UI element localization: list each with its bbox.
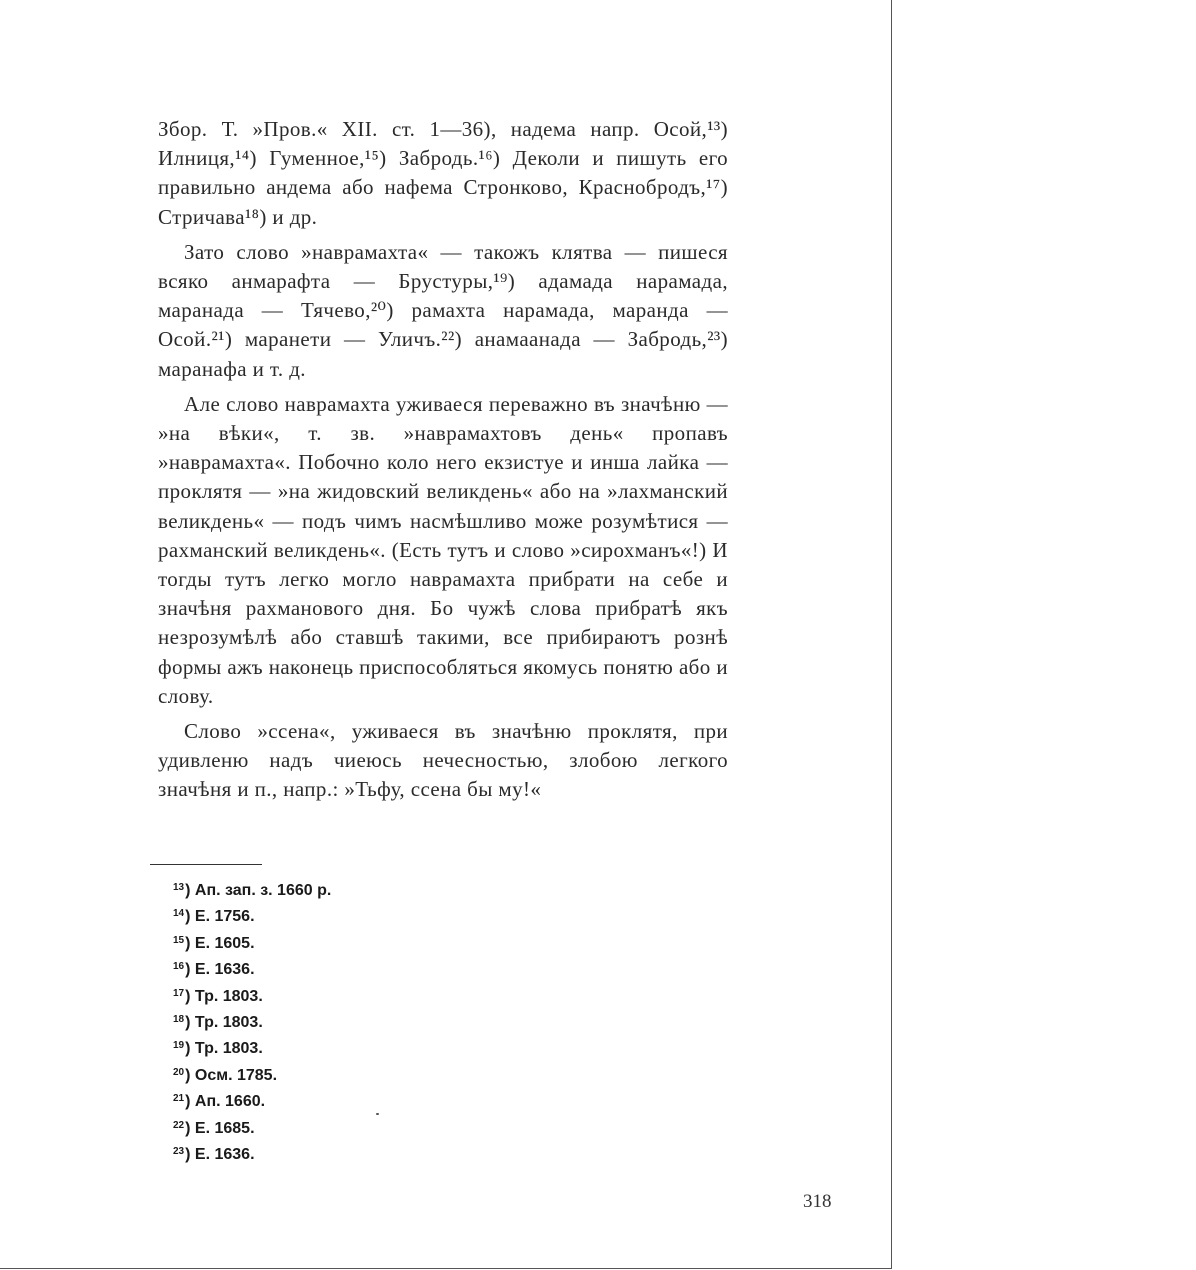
footnote-number: 21 (173, 1093, 185, 1105)
paragraph: Збор. Т. »Пров.« XII. ст. 1—36), надема напр. Осой,¹³) Илниця,¹⁴) Гуменное,¹⁵) Забродь.¹⁶) Деколи и пишуть его правильно андема або нафема Стронково, Краснобродъ,¹⁷) Стричава¹⁸) и др. (158, 117, 728, 229)
footnote-item: $^{18}$) Тр. 1803. (173, 1014, 263, 1032)
footnote-number: 15 (173, 934, 185, 946)
footnote-text: Е. 1756. (194, 908, 255, 926)
footnote-text: Осм. 1785. (194, 1066, 278, 1084)
footnote-number: 19 (173, 1040, 185, 1052)
footnote-item: $^{13}$) Ап. зап. з. 1660 р. (173, 882, 332, 899)
footnote-text: Тр. 1803. (194, 987, 263, 1005)
footnote-item: $^{19}$) Тр. 1803. (173, 1040, 263, 1058)
footnote-item: $^{22}$) Е. 1685. (173, 1119, 255, 1137)
footnote-text: Е. 1685. (194, 1119, 255, 1137)
footnotes (173, 876, 331, 1166)
footnote-text: Е. 1636. (194, 961, 255, 979)
footnote-divider (150, 864, 262, 865)
footnote-number: 14 (173, 908, 185, 920)
footnote-item: $^{23}$) Е. 1636. (173, 1146, 255, 1164)
footnote-number: 23 (173, 1146, 185, 1158)
page-number: 318 (803, 1191, 832, 1212)
footnote-text: Е. 1636. (194, 1146, 255, 1164)
footnote-item: $^{17}$) Тр. 1803. (173, 987, 263, 1005)
body-text (158, 115, 728, 811)
footnote-text: Тр. 1803. (194, 1014, 263, 1032)
footnote-text: Е. 1605. (194, 934, 255, 952)
footnote-number: 22 (173, 1119, 185, 1131)
footnote-text: Ап. 1660. (194, 1093, 266, 1111)
footnote-number: 18 (173, 1014, 185, 1026)
paragraph: Але слово наврамахта уживаеся переважно въ значѣню — »на вѣки«, т. зв. »наврамахтовъ день« пропавъ »наврамахта«. Побочно коло него екзистуе и инша лайка — проклятя — »на жидовский великдень« або на »лахманский великдень« — подъ чимъ насмѣшливо може розумѣтися — рахманский великдень«. (Есть тутъ и слово »сирохманъ«!) И тогды тутъ легко могло наврамахта прибрати на себе и значѣня рахманового дня. Бо чужѣ слова прибратѣ якъ незрозумѣлѣ або ставшѣ такими, все прибираютъ рознѣ формы ажъ наконець приспособляться якомусь понятю або и слову. (158, 391, 728, 708)
paragraph: Зато слово »наврамахта« — такожъ клятва — пишеся всяко анмарафта — Брустуры,¹⁹) адамада нарамада, маранада — Тячево,²⁰) рамахта нарамада, маранда — Осой.²¹) маранети — Уличъ.²²) анамаанада — Забродь,²³) маранафа и т. д. (158, 239, 728, 381)
footnote-number: 17 (173, 987, 185, 999)
footnote-text: Ап. зап. з. 1660 р. (194, 882, 332, 899)
footnote-item: $^{20}$) Осм. 1785. (173, 1066, 278, 1084)
scan-speck (376, 1113, 379, 1115)
footnote-text: Тр. 1803. (194, 1040, 263, 1058)
footnote-item: $^{14}$) Е. 1756. (173, 908, 255, 926)
footnote-number: 20 (173, 1066, 185, 1078)
footnote-item: $^{21}$) Ап. 1660. (173, 1093, 266, 1111)
footnote-number: 13 (173, 882, 185, 893)
footnote-item: $^{16}$) Е. 1636. (173, 961, 255, 979)
paragraph: Слово »ссена«, уживаеся въ значѣню проклятя, при удивленю надъ чиеюсь нечесностью, злобою легкого значѣня и п., напр.: »Тьфу, ссена бы му!« (158, 719, 728, 802)
footnote-number: 16 (173, 961, 185, 973)
footnote-item: $^{15}$) Е. 1605. (173, 934, 255, 952)
